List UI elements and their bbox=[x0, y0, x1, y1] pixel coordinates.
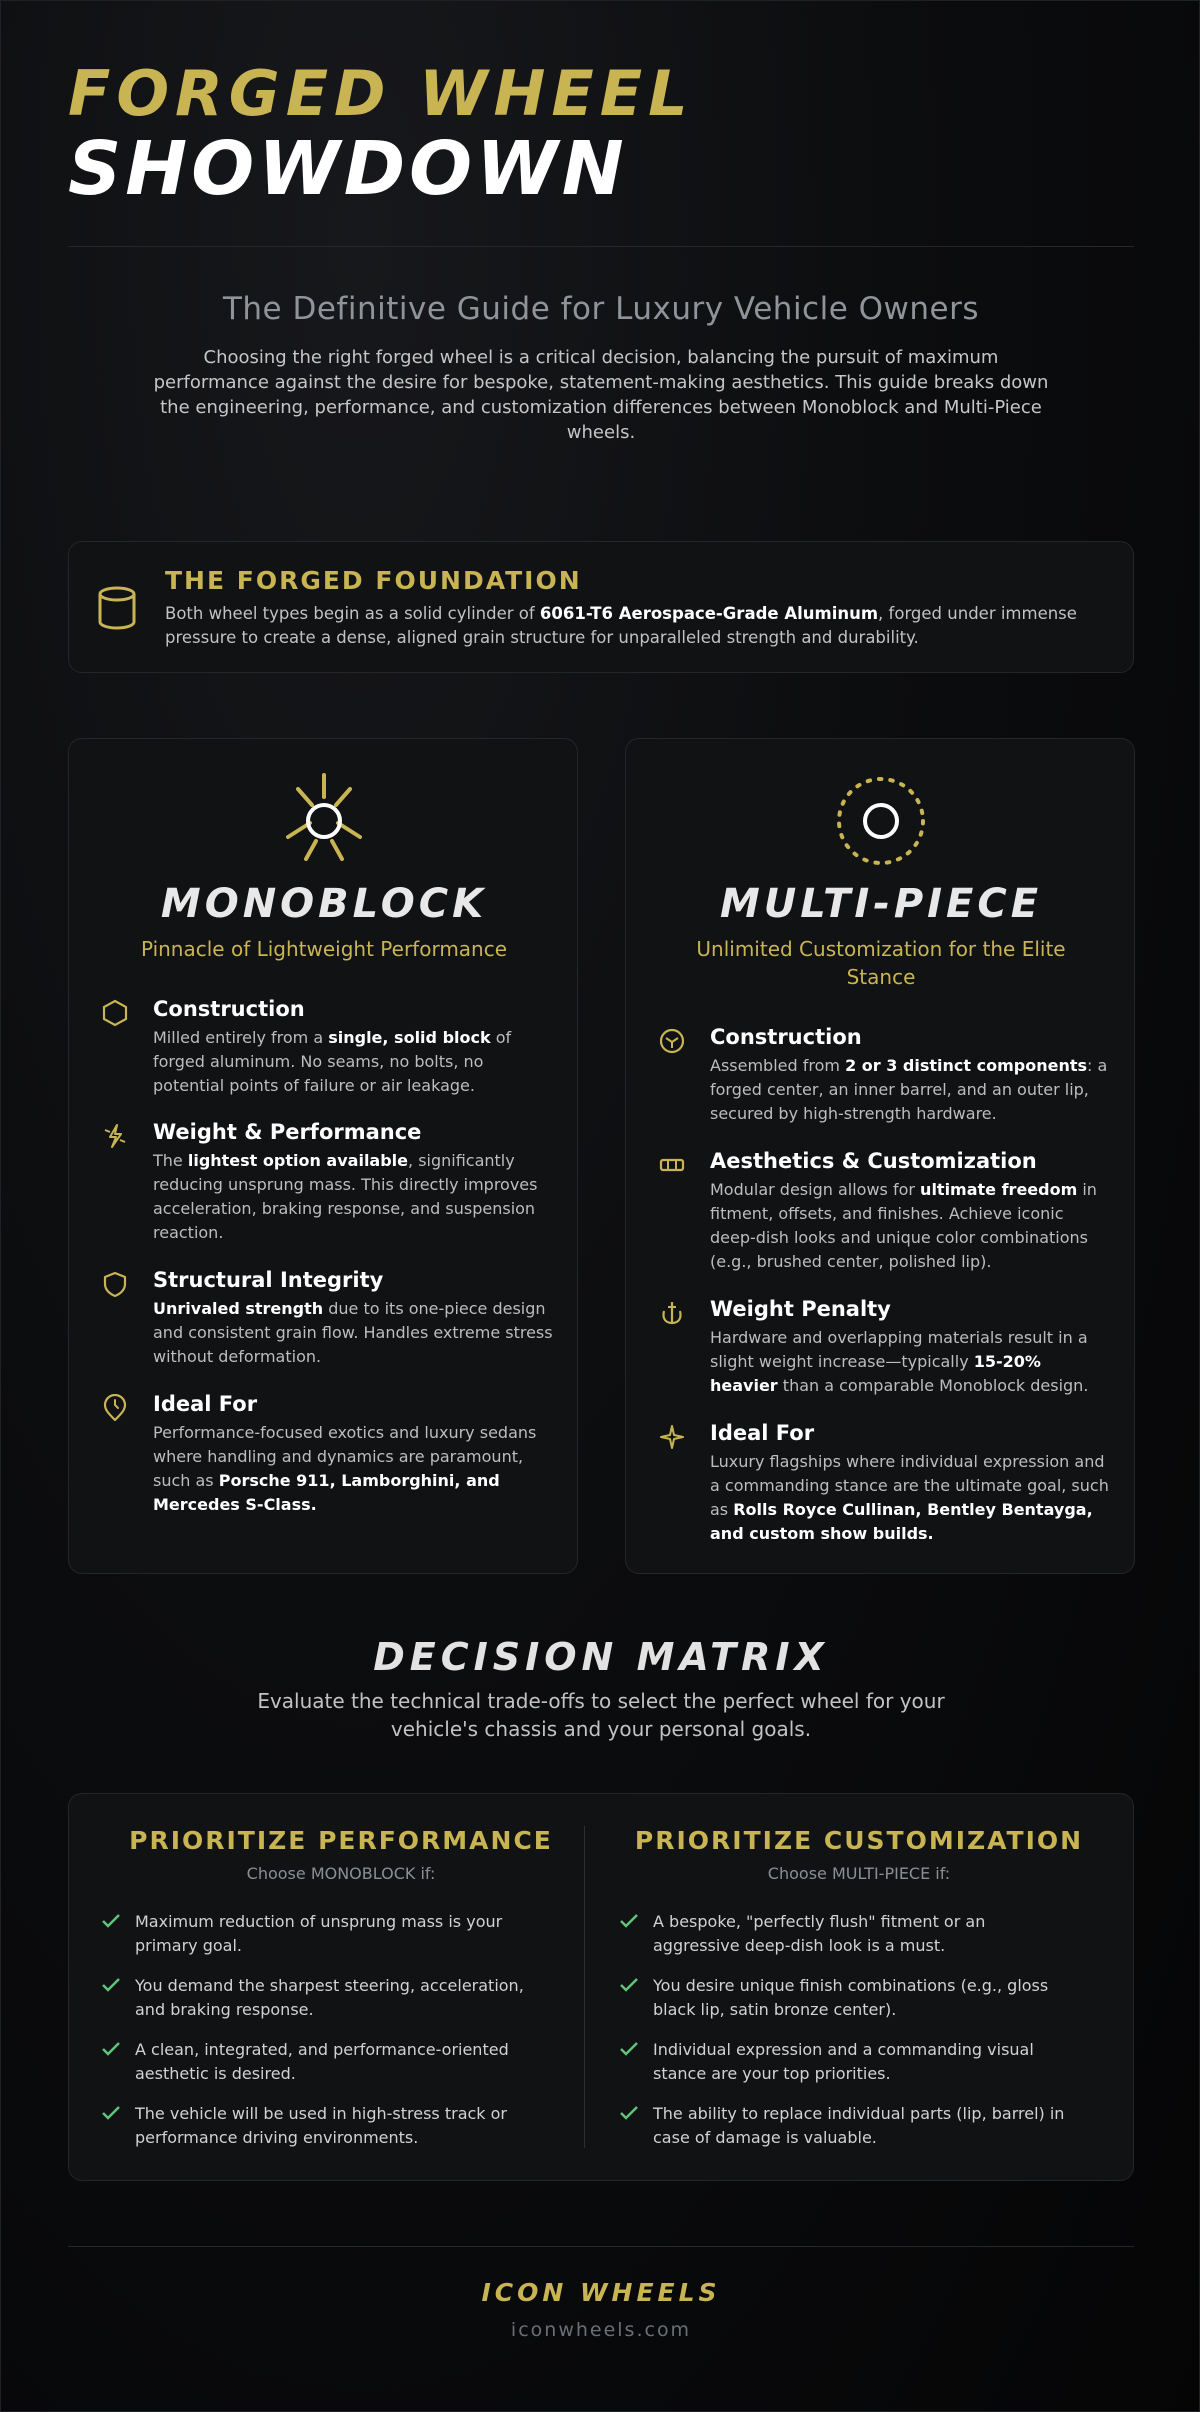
footer-divider bbox=[68, 2246, 1134, 2247]
feature-text: Performance-focused exotics and luxury sedans where handling and dynamics are paramount, such as Porsche 911, Lamborghini, and Mercedes S-Class. bbox=[153, 1423, 537, 1514]
hero-title-line1: FORGED WHEEL bbox=[68, 57, 694, 130]
monoblock-title: MONOBLOCK bbox=[160, 881, 488, 927]
feature-text: Assembled from 2 or 3 distinct components: a forged center, an inner barrel, and an outer lip, secured by high-strength hardware. bbox=[710, 1056, 1108, 1123]
location-clock-icon bbox=[101, 1394, 129, 1422]
hexagon-icon bbox=[101, 999, 129, 1027]
check-icon bbox=[101, 2105, 121, 2121]
feature-title: Construction bbox=[710, 1025, 862, 1049]
feature-title: Aesthetics & Customization bbox=[710, 1149, 1037, 1173]
multipiece-dotted-ring-icon bbox=[831, 771, 931, 871]
feature-title: Weight Penalty bbox=[710, 1297, 891, 1321]
feature-title: Weight & Performance bbox=[153, 1120, 422, 1144]
hero-title-line2: SHOWDOWN bbox=[68, 126, 628, 212]
decision-matrix-panel: PRIORITIZE PERFORMANCE Choose MONOBLOCK if: Maximum reduction of unsprung mass is your primary goal. You demand the sharpest steering, acceleration, and braking response. A clean, integrated, and performance-oriented aesthetic is desired. The vehicle will be used in high-stress track or performance driving environments. PRIORITIZE CUSTOMIZATION Choose MULTI-PIECE if: A bespoke, "perfectly flush" fitment or an aggressive deep-dish look is a must. You desire unique finish combinations (e.g., gloss black lip, satin bronze center). Individual expression and a commanding visual stance are your top priorities. The ability to replace individual parts (lip, barrel) in case of damage is valuable. bbox=[68, 1793, 1134, 2181]
weight-icon bbox=[658, 1299, 686, 1327]
feature-text: Modular design allows for ultimate freedom in fitment, offsets, and finishes. Achieve iconic deep-dish looks and unique color combinations (e.g., brushed center, polished lip). bbox=[710, 1180, 1097, 1271]
forged-foundation-panel bbox=[68, 541, 1134, 673]
performance-choose: Choose MONOBLOCK if: bbox=[246, 1864, 436, 1883]
foundation-title: THE FORGED FOUNDATION bbox=[165, 566, 582, 595]
monoblock-tagline: Pinnacle of Lightweight Performance bbox=[140, 937, 508, 961]
customization-choose: Choose MULTI-PIECE if: bbox=[767, 1864, 951, 1883]
sparkle-icon bbox=[658, 1423, 686, 1451]
multipiece-card bbox=[625, 738, 1135, 1574]
check-icon bbox=[619, 1913, 639, 1929]
multipiece-title: MULTI-PIECE bbox=[719, 881, 1043, 927]
monoblock-spoke-icon bbox=[274, 771, 374, 871]
feature-title: Ideal For bbox=[710, 1421, 815, 1445]
footer-url-link[interactable]: iconwheels.com bbox=[510, 2319, 692, 2341]
customization-title: PRIORITIZE CUSTOMIZATION bbox=[634, 1826, 1084, 1855]
decision-matrix-subtitle: Evaluate the technical trade-offs to select the perfect wheel for your vehicle's chassis and your personal goals. bbox=[257, 1689, 945, 1741]
multipiece-tagline: Unlimited Customization for the Elite Stance bbox=[696, 937, 1066, 989]
check-icon bbox=[101, 1977, 121, 1993]
feature-text: Luxury flagships where individual expression and a commanding stance are the ultimate goal, such as Rolls Royce Cullinan, Bentley Bentayga, and custom show builds. bbox=[710, 1452, 1109, 1543]
feature-text: Unrivaled strength due to its one-piece design and consistent grain flow. Handles extreme stress without deformation. bbox=[153, 1299, 553, 1366]
decision-matrix-title: DECISION MATRIX bbox=[373, 1635, 829, 1679]
cylinder-icon bbox=[95, 584, 139, 632]
feature-title: Ideal For bbox=[153, 1392, 258, 1416]
monoblock-card bbox=[68, 738, 578, 1574]
feature-text: The lightest option available, significantly reducing unsprung mass. This directly improves acceleration, braking response, and suspension reaction. bbox=[153, 1151, 538, 1242]
intro-text: Choosing the right forged wheel is a critical decision, balancing the pursuit of maximum performance against the desire for bespoke, statement-making aesthetics. This guide breaks down the engineering, performance, and customization differences between Monoblock and Multi-Piece wheels. bbox=[153, 347, 1049, 443]
feature-title: Construction bbox=[153, 997, 305, 1021]
check-icon bbox=[619, 1977, 639, 1993]
check-icon bbox=[619, 2105, 639, 2121]
feature-title: Structural Integrity bbox=[153, 1268, 384, 1292]
feature-text: Hardware and overlapping materials result in a slight weight increase—typically 15-20% heavier than a comparable Monoblock design. bbox=[710, 1328, 1089, 1395]
feature-text: Milled entirely from a single, solid block of forged aluminum. No seams, no bolts, no potential points of failure or air leakage. bbox=[153, 1028, 512, 1095]
hero-title bbox=[68, 57, 694, 212]
check-icon bbox=[101, 1913, 121, 1929]
page-subtitle: The Definitive Guide for Luxury Vehicle Owners bbox=[222, 291, 980, 327]
matrix-divider bbox=[584, 1826, 585, 2148]
gauge-icon bbox=[658, 1027, 686, 1055]
lightning-icon bbox=[101, 1122, 129, 1150]
check-icon bbox=[619, 2041, 639, 2057]
performance-title: PRIORITIZE PERFORMANCE bbox=[129, 1826, 553, 1855]
divider bbox=[68, 246, 1134, 247]
footer-brand: ICON WHEELS bbox=[481, 2278, 721, 2307]
foundation-text: Both wheel types begin as a solid cylinder of 6061-T6 Aerospace-Grade Aluminum, forged under immense pressure to create a dense, aligned grain structure for unparalleled strength and durability. bbox=[165, 604, 1077, 647]
check-icon bbox=[101, 2041, 121, 2057]
barrel-icon bbox=[658, 1151, 686, 1179]
shield-icon bbox=[101, 1270, 129, 1298]
